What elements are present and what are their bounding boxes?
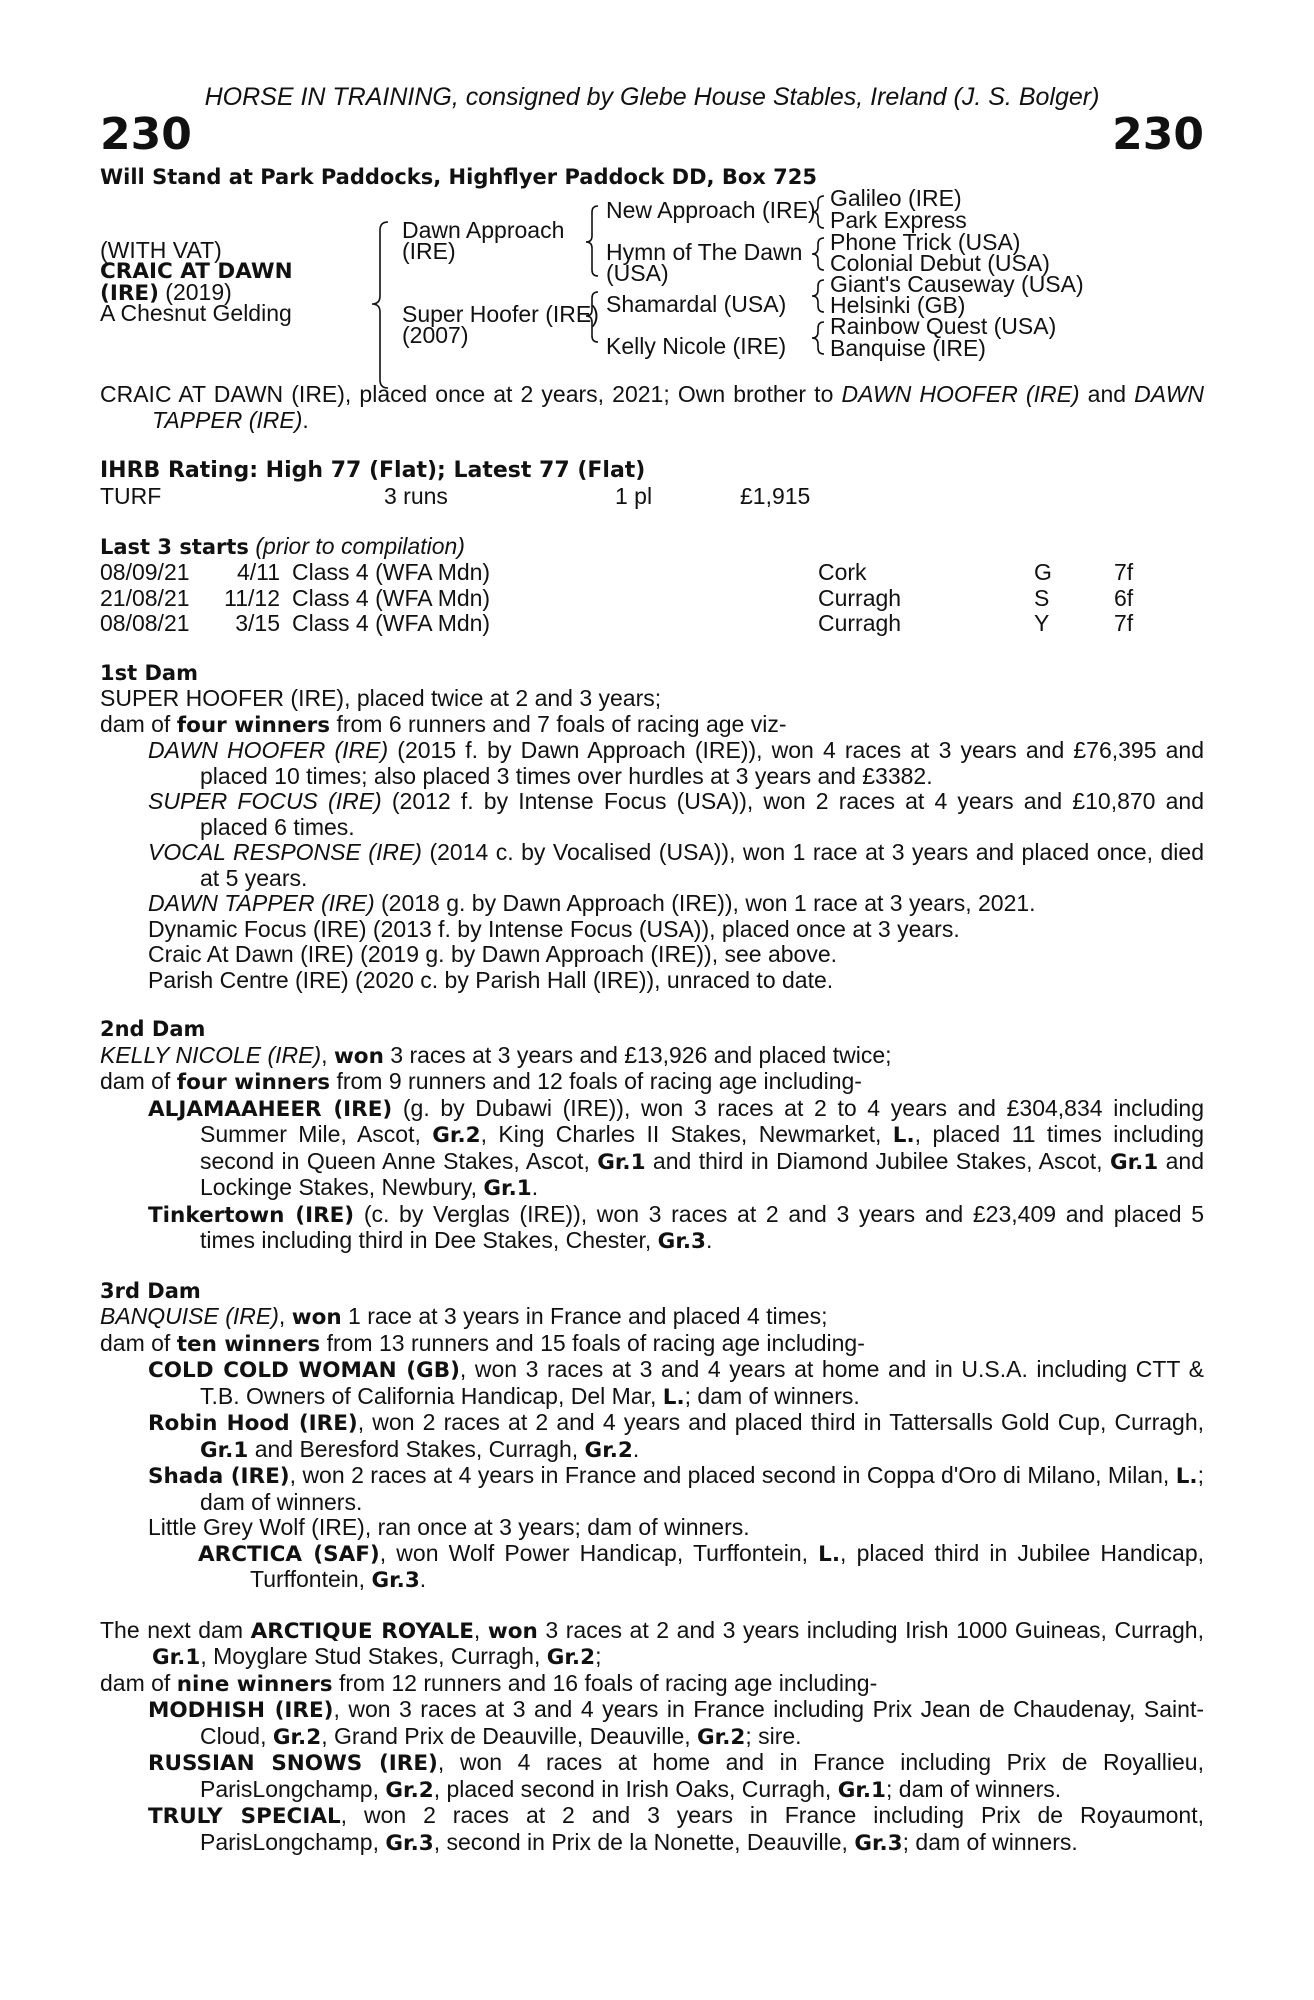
start-position: 11/12 (224, 584, 280, 611)
gg-ddd: Banquise (IRE) (830, 335, 986, 361)
start-position: 4/11 (236, 559, 280, 585)
rating-row (100, 484, 1204, 510)
summary-end: . (302, 406, 309, 433)
sibling-1: DAWN HOOFER (IRE) (841, 381, 1080, 407)
progeny-entry: Parish Centre (IRE) (2020 c. by Parish Hall (IRE)), unraced to date. (148, 966, 834, 993)
progeny-entry: Craic At Dawn (IRE) (2019 g. by Dawn Approach (IRE)), see above. (148, 941, 838, 967)
progeny-entry: DAWN TAPPER (IRE) (2018 g. by Dawn Approach (IRE)), won 1 race at 3 years, 2021. (148, 890, 1036, 916)
start-race: Class 4 (WFA Mdn) (292, 584, 491, 611)
progeny-entry: VOCAL RESPONSE (IRE) (2014 c. by Vocalised (USA)), won 1 race at 3 years and placed once, died at 5 years. (148, 839, 1205, 891)
sire-origin: (IRE) (402, 238, 456, 264)
lot-number-left: 230 (100, 109, 192, 160)
dam3-line: BANQUISE (IRE), won 1 race at 3 years in France and placed 4 times; (100, 1303, 828, 1330)
start-date: 08/08/21 (100, 610, 190, 636)
rating-heading: IHRB Rating: High 77 (Flat); Latest 77 (Flat) (100, 458, 646, 483)
last-starts-note: (prior to compilation) (248, 532, 465, 559)
dam3-dam-of: dam of ten winners from 13 runners and 15 foals of racing age including- (100, 1329, 865, 1357)
stand-location: Will Stand at Park Paddocks, Highflyer Paddock DD, Box 725 (100, 165, 817, 189)
dam-year: (2007) (402, 322, 469, 348)
progeny-entry: RUSSIAN SNOWS (IRE), won 4 races at home and in France including Prix de Royallieu, ParisLongchamp, Gr.2, placed second in Irish Oaks, Curragh, Gr.1; dam of winners. (148, 1749, 1204, 1803)
rating-runs: 3 runs (384, 483, 448, 509)
gg-sss: Galileo (IRE) (830, 185, 962, 211)
lot-number-row (100, 109, 1204, 164)
horse-name: CRAIC AT DAWN (100, 259, 293, 284)
gg-sdd: Colonial Debut (USA) (830, 250, 1050, 276)
rating-surface: TURF (100, 483, 162, 509)
progeny-entry: MODHISH (IRE), won 3 races at 3 and 4 years in France including Prix Jean de Chaudenay, Saint-Cloud, Gr.2, Grand Prix de Deauville, Deauville, Gr.2; sire. (148, 1696, 1204, 1750)
start-race: Class 4 (WFA Mdn) (292, 559, 491, 585)
dam2-line: KELLY NICOLE (IRE), won 3 races at 3 years and £13,926 and placed twice; (100, 1041, 892, 1069)
catalogue-page (100, 82, 1204, 1856)
rating-placings: 1 pl (615, 483, 653, 509)
sibling-2: DAWN TAPPER (IRE) (152, 381, 1205, 433)
start-going: S (1034, 584, 1050, 611)
start-going: Y (1034, 610, 1050, 636)
progeny-entry: ALJAMAAHEER (IRE) (g. by Dubawi (IRE)), won 3 races at 2 to 4 years and £304,834 including Summer Mile, Ascot, Gr.2, King Charles II Stakes, Newmarket, L., placed 11 times including second in Queen Anne Stakes, Ascot, Gr.1 and third in Diamond Jubilee Stakes, Ascot, Gr.1 and Lockinge Stakes, Newbury, Gr.1. (148, 1094, 1205, 1201)
gg-dsd: Helsinki (GB) (830, 292, 966, 318)
last-starts-title: Last 3 starts (100, 534, 249, 559)
dam1-line: SUPER HOOFER (IRE), placed twice at 2 and 3 years; (100, 685, 662, 711)
start-distance: 7f (1114, 610, 1134, 636)
lot-number-right: 230 (1112, 109, 1204, 160)
consigner-line: HORSE IN TRAINING, consigned by Glebe House Stables, Ireland (J. S. Bolger) (204, 83, 1100, 111)
start-row (100, 586, 1204, 612)
progeny-entry: Little Grey Wolf (IRE), ran once at 3 years; dam of winners. (148, 1514, 750, 1540)
start-position: 3/15 (235, 610, 280, 636)
dam: Super Hoofer (IRE) (402, 301, 599, 327)
nextdam-dam-of: dam of nine winners from 12 runners and 16 foals of racing age including- (100, 1669, 878, 1697)
dam-sire: Shamardal (USA) (606, 291, 787, 317)
dam-dam: Kelly Nicole (IRE) (606, 333, 787, 359)
start-date: 21/08/21 (100, 584, 190, 611)
dam1-dam-of: dam of four winners from 6 runners and 7 foals of racing age viz- (100, 710, 787, 738)
progeny-entry: Dynamic Focus (IRE) (2013 f. by Intense Focus (USA)), placed once at 3 years. (148, 915, 960, 942)
nextdam-paragraph: The next dam ARCTIQUE ROYALE, won 3 races at 2 and 3 years including Irish 1000 Guineas, Curragh, Gr.1, Moyglare Stud Stakes, Curragh, Gr.2; (100, 1616, 1204, 1670)
last-starts-heading (100, 534, 1204, 561)
dam2-heading: 2nd Dam (100, 1017, 206, 1041)
start-distance: 7f (1114, 559, 1134, 585)
progeny-entry: TRULY SPECIAL, won 2 races at 2 and 3 years in France including Prix de Royaumont, ParisLongchamp, Gr.3, second in Prix de la Nonette, Deauville, Gr.3; dam of winners. (148, 1802, 1204, 1856)
progeny-entry: ARCTICA (SAF), won Wolf Power Handicap, Turffontein, L., placed third in Jubilee Handicap, Turffontein, Gr.3. (198, 1539, 1204, 1593)
progeny-entry: COLD COLD WOMAN (GB), won 3 races at 3 and 4 years at home and in U.S.A. including CTT & T.B. Owners of California Handicap, Del Mar, L.; dam of winners. (148, 1356, 1204, 1410)
horse-origin: (IRE) (100, 281, 159, 306)
vat-note: (WITH VAT) (100, 237, 222, 263)
dam3-heading: 3rd Dam (100, 1278, 201, 1303)
horse-description: A Chesnut Gelding (100, 300, 292, 326)
progeny-entry: Robin Hood (IRE), won 2 races at 2 and 4 years and placed third in Tattersalls Gold Cup, Curragh, Gr.1 and Beresford Stakes, Curragh, Gr.2. (148, 1409, 1204, 1463)
dam1-heading: 1st Dam (100, 660, 198, 685)
sire-sire: New Approach (IRE) (606, 197, 816, 223)
pedigree-table (100, 185, 1204, 420)
sire-dam-origin: (USA) (606, 260, 669, 286)
summary-text: CRAIC AT DAWN (IRE), placed once at 2 years, 2021; Own brother to (100, 381, 842, 407)
dam2-dam-of: dam of four winners from 9 runners and 12 foals of racing age including- (100, 1068, 862, 1095)
sire-dam: Hymn of The Dawn (606, 239, 803, 265)
start-going: G (1034, 559, 1052, 585)
start-row (100, 560, 1204, 586)
horse-year: (2019) (158, 279, 232, 305)
gg-ssd: Park Express (830, 207, 967, 233)
progeny-entry: SUPER FOCUS (IRE) (2012 f. by Intense Focus (USA)), won 2 races at 4 years and £10,870 and placed 6 times. (148, 788, 1204, 840)
rating-earnings: £1,915 (740, 483, 811, 509)
start-race: Class 4 (WFA Mdn) (292, 610, 491, 636)
start-course: Cork (818, 559, 867, 585)
gg-dds: Rainbow Quest (USA) (830, 313, 1057, 339)
start-date: 08/09/21 (100, 559, 190, 585)
gg-dss: Giant's Causeway (USA) (830, 271, 1084, 297)
progeny-entry: DAWN HOOFER (IRE) (2015 f. by Dawn Approach (IRE)), won 4 races at 3 years and £76,395 and placed 10 times; also placed 3 times over hurdles at 3 years and £3382. (148, 737, 1205, 789)
gg-sds: Phone Trick (USA) (830, 229, 1021, 255)
sire: Dawn Approach (402, 217, 565, 243)
start-distance: 6f (1114, 584, 1134, 611)
progeny-entry: Tinkertown (IRE) (c. by Verglas (IRE)), won 3 races at 2 and 3 years and £23,409 and placed 5 times including third in Dee Stakes, Chester, Gr.3. (148, 1200, 1205, 1254)
start-course: Curragh (818, 584, 902, 611)
summary-and: and (1079, 381, 1135, 407)
start-course: Curragh (818, 610, 902, 636)
progeny-entry: Shada (IRE), won 2 races at 4 years in France and placed second in Coppa d'Oro di Milano, Milan, L.; dam of winners. (148, 1462, 1204, 1515)
start-row (100, 611, 1204, 637)
